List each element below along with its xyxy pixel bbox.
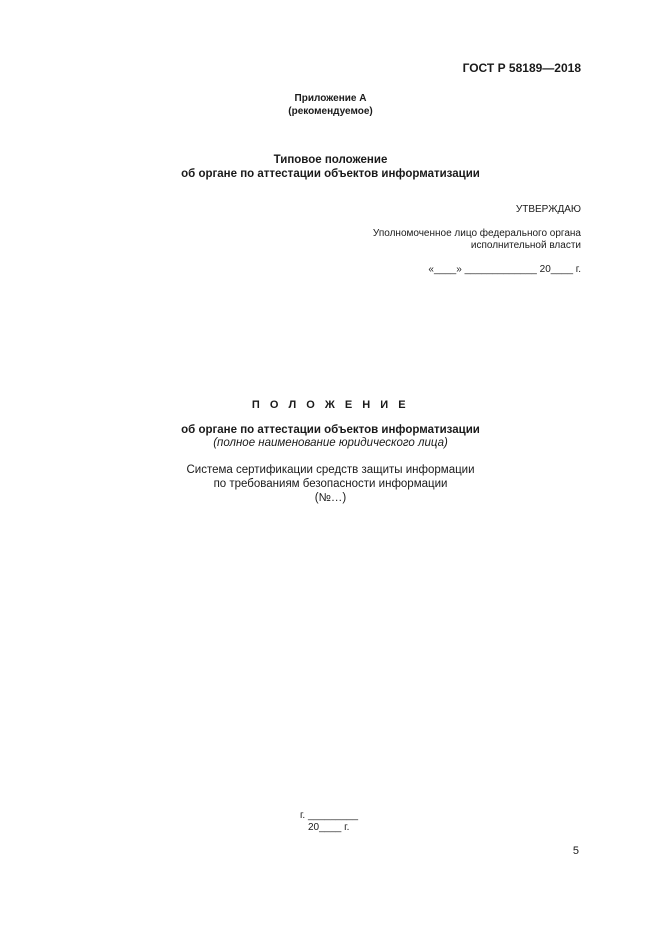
document-number: (№…): [314, 492, 347, 504]
page-number: 5: [572, 845, 579, 857]
footer-city-line: г. _________: [300, 810, 359, 821]
system-line1: Система сертификации средств защиты информации: [186, 464, 475, 476]
system-line2: по требованиям безопасности информации: [213, 478, 448, 490]
approval-label: УТВЕРЖДАЮ: [515, 204, 581, 215]
approval-authority-line1: Уполномоченное лицо федерального органа: [372, 228, 581, 239]
appendix-title: Приложение А: [294, 93, 367, 104]
standard-code: ГОСТ Р 58189—2018: [462, 61, 581, 75]
footer-year-line: 20____ г.: [308, 822, 350, 833]
body-subject: об органе по аттестации объектов информатизации: [181, 424, 480, 436]
doc-title-line2: об органе по аттестации объектов информатизации: [181, 168, 480, 180]
approval-authority-line2: исполнительной власти: [470, 240, 581, 251]
approval-date-line: «____» _____________ 20____ г.: [428, 264, 581, 275]
body-heading: П О Л О Ж Е Н И Е: [251, 399, 410, 411]
doc-title-line1: Типовое положение: [273, 154, 388, 166]
entity-hint: (полное наименование юридического лица): [213, 437, 448, 449]
appendix-status: (рекомендуемое): [288, 106, 373, 117]
